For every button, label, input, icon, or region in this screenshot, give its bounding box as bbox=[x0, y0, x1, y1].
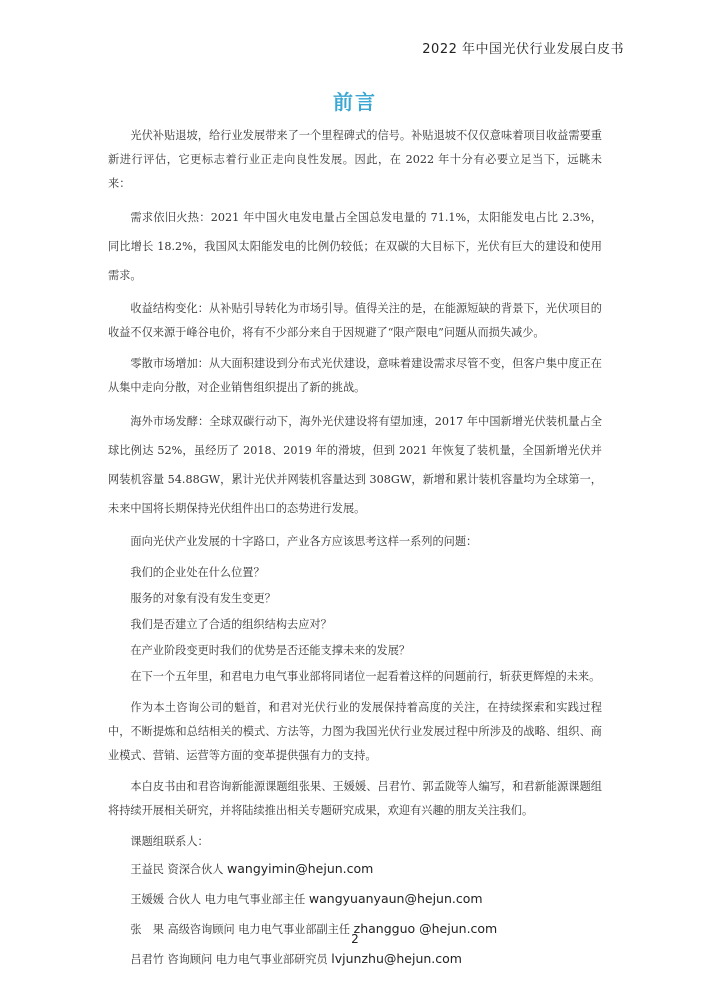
paragraph-about-hejun: 作为本土咨询公司的魁首，和君对光伏行业的发展保持着高度的关注，在持续探索和实践过程中，不断提炼和总结相关的模式、方法等，力图为我国光伏行业发展过程中所涉及的战略、组织、商业模式、营销、运营等方面的变革提供强有力的支持。 bbox=[108, 701, 602, 762]
contact-role: 合伙人 电力电气事业部主任 bbox=[167, 893, 306, 906]
question-item: 我们的企业处在什么位置？ bbox=[130, 566, 265, 579]
paragraph-demand: 需求依旧火热：2021 年中国火电发电量占全国总发电量的 71.1%，太阳能发电占比 2.3%，同比增长 18.2%，我国风太阳能发电的比例仍较低；在双碳的大目标下，光伏有巨大的建设和使用需求。 bbox=[108, 211, 602, 282]
page-title: 前言 bbox=[333, 90, 377, 114]
contact-role: 咨询顾问 电力电气事业部研究员 bbox=[167, 953, 328, 966]
contact-name: 王益民 bbox=[130, 863, 164, 876]
paragraph-distributed-market: 零散市场增加：从大面积建设到分布式光伏建设，意味着建设需求尽管不变，但客户集中度正在从集中走向分散，对企业销售组织提出了新的挑战。 bbox=[108, 357, 602, 394]
question-item: 我们是否建立了合适的组织结构去应对？ bbox=[130, 618, 332, 631]
paragraph-revenue: 收益结构变化：从补贴引导转化为市场引导。值得关注的是，在能源短缺的背景下，光伏项目的收益不仅来源于峰谷电价，将有不少部分来自于因规避了“限产限电”问题从而损失减少。 bbox=[108, 302, 602, 339]
contact-email[interactable]: wangyimin@hejun.com bbox=[227, 861, 374, 876]
contact-role: 资深合伙人 bbox=[167, 863, 224, 876]
contact-name: 张 果 bbox=[130, 923, 164, 936]
contacts-heading: 课题组联系人： bbox=[130, 835, 209, 848]
document-body bbox=[108, 124, 602, 978]
contact-entry bbox=[108, 888, 602, 911]
page-number: 2 bbox=[351, 932, 359, 946]
paragraph-next-five-years: 在下一个五年里，和君电力电气事业部将同诸位一起看着这样的问题前行，斩获更辉煌的未来。 bbox=[130, 670, 601, 683]
question-item: 在产业阶段变更时我们的优势是否还能支撑未来的发展？ bbox=[130, 644, 411, 657]
contact-role: 高级咨询顾问 电力电气事业部副主任 bbox=[167, 923, 351, 936]
question-item: 服务的对象有没有发生变更？ bbox=[130, 592, 276, 605]
contact-email[interactable]: zhangguo @hejun.com bbox=[353, 921, 498, 936]
paragraph-overseas-market: 海外市场发酵：全球双碳行动下，海外光伏建设将有望加速，2017 年中国新增光伏装机量占全球比例达 52%，虽经历了 2018、2019 年的滑坡，但到 2021 年恢复了装机量，全国新增光伏并网装机容量 54.88GW，累计光伏并网装机容量达到 308GW，新增和累计装机容量均为全球第一，未来中国将长期保持光伏组件出口的态势进行发展。 bbox=[108, 415, 602, 515]
contact-entry bbox=[108, 858, 602, 881]
contact-entry bbox=[108, 948, 602, 971]
contact-name: 吕君竹 bbox=[130, 953, 164, 966]
paragraph-intro: 光伏补贴退坡，给行业发展带来了一个里程碑式的信号。补贴退坡不仅仅意味着项目收益需要重新进行评估，它更标志着行业正走向良性发展。因此，在 2022 年十分有必要立足当下，远眺未来： bbox=[108, 129, 602, 190]
paragraph-authors: 本白皮书由和君咨询新能源课题组张果、王媛媛、吕君竹、郭孟陇等人编写，和君新能源课题组将持续开展相关研究，并将陆续推出相关专题研究成果，欢迎有兴趣的朋友关注我们。 bbox=[108, 780, 602, 817]
contact-email[interactable]: wangyuanyaun@hejun.com bbox=[308, 891, 483, 906]
contact-name: 王媛媛 bbox=[130, 893, 164, 906]
paragraph-questions-lead: 面向光伏产业发展的十字路口，产业各方应该思考这样一系列的问题： bbox=[130, 535, 478, 548]
contact-email[interactable]: lvjunzhu@hejun.com bbox=[331, 951, 462, 966]
running-header: 2022 年中国光伏行业发展白皮书 bbox=[422, 42, 624, 57]
